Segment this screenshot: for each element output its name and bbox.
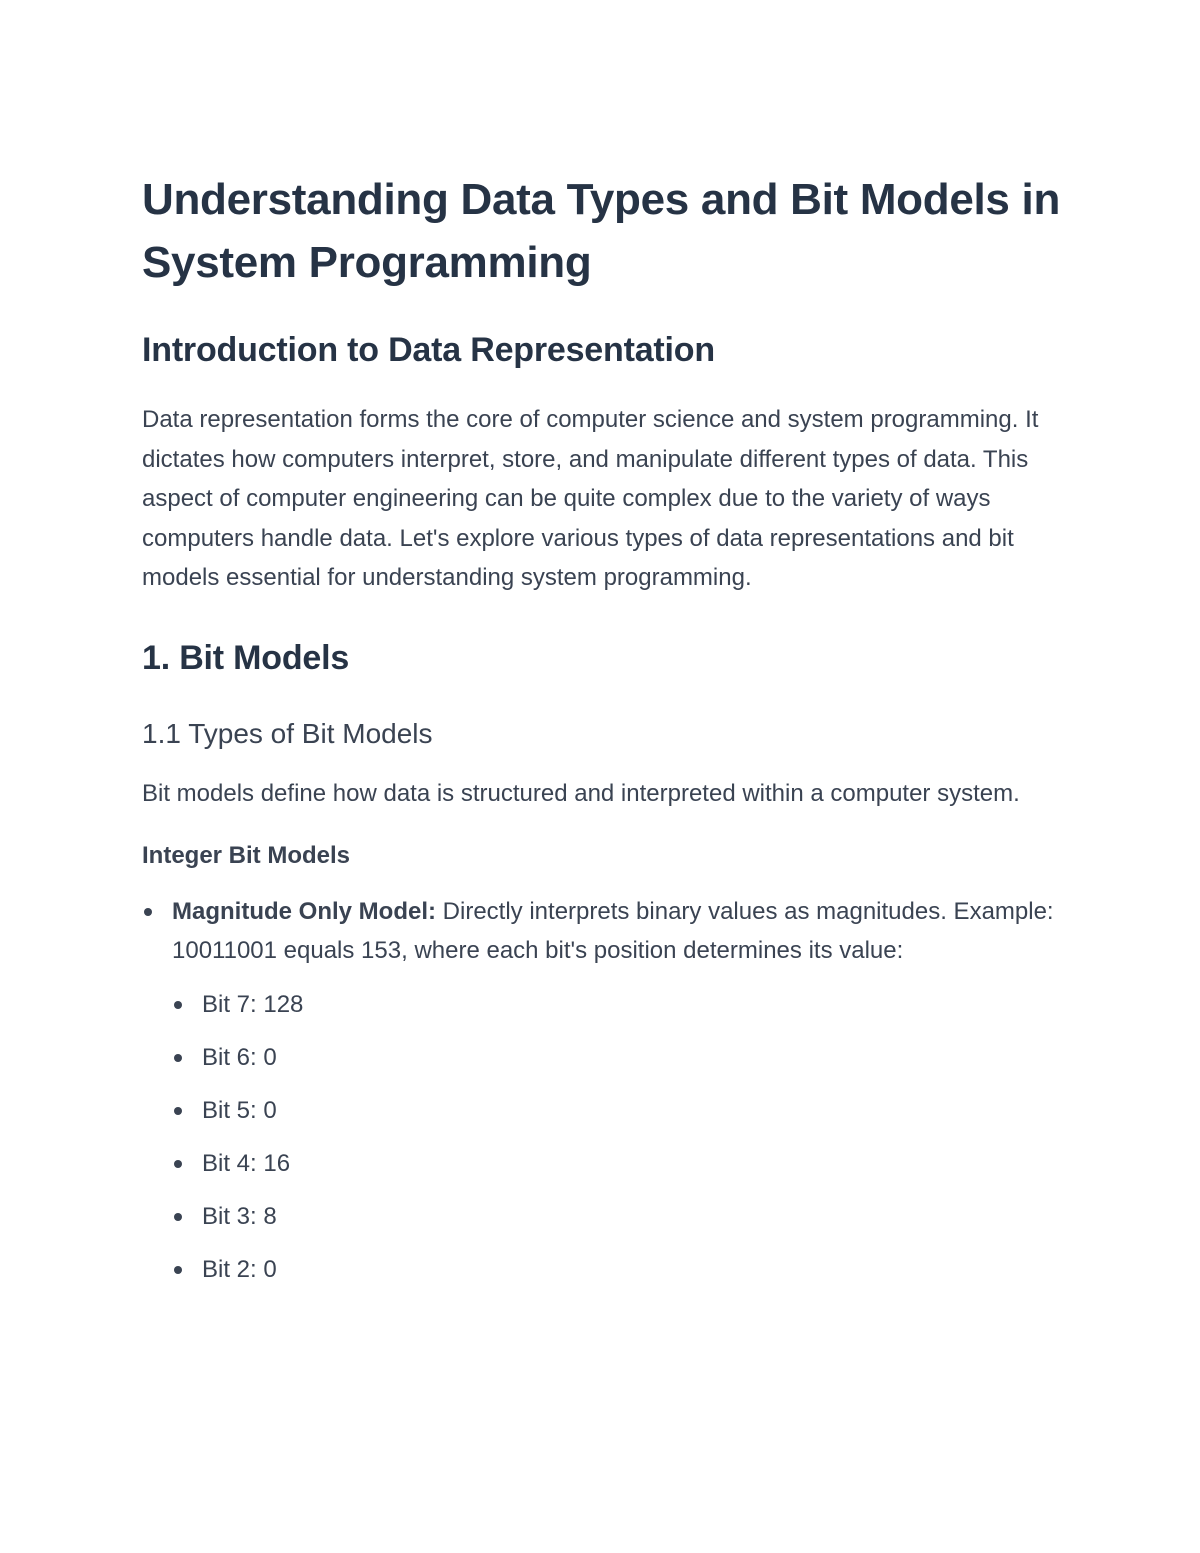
list-item <box>172 985 1072 1025</box>
intro-heading: Introduction to Data Representation <box>142 331 715 369</box>
subsection-paragraph: Bit models define how data is structured and interpreted within a computer system. <box>142 779 1020 807</box>
bit-value-text: Bit 6: 0 <box>202 1043 277 1071</box>
integer-bit-models-heading: Integer Bit Models <box>142 841 351 869</box>
list-item <box>172 1091 1072 1131</box>
bullet-icon <box>174 1054 182 1062</box>
list-item <box>172 1038 1072 1078</box>
list-item <box>142 892 1072 1290</box>
list-item <box>172 1250 1072 1290</box>
section-bit-models-heading: 1. Bit Models <box>142 638 350 677</box>
bit-value-text: Bit 2: 0 <box>202 1255 277 1283</box>
intro-paragraph: Data representation forms the core of computer science and system programming. It dictates how computers interpret, store, and manipulate different types of data. This aspect of computer engineering can be quite complex due to the variety of ways computers handle data. Let's explore various types of data representations and bit models essential for understanding system programming. <box>142 406 1039 592</box>
bit-value-text: Bit 4: 16 <box>202 1149 291 1177</box>
bit-value-text: Bit 5: 0 <box>202 1096 277 1124</box>
bullet-icon <box>174 1001 182 1009</box>
bit-model-list <box>142 892 1072 1290</box>
bit-value-text: Bit 7: 128 <box>202 990 304 1018</box>
bit-value-text: Bit 3: 8 <box>202 1202 277 1230</box>
bullet-icon <box>174 1213 182 1221</box>
document-title: Understanding Data Types and Bit Models in System Programming <box>142 175 1061 287</box>
subsection-types-heading: 1.1 Types of Bit Models <box>142 717 433 749</box>
list-item-term: Magnitude Only Model: <box>172 897 436 925</box>
bullet-icon <box>174 1266 182 1274</box>
document-page <box>142 168 1072 1303</box>
list-item <box>172 1197 1072 1237</box>
list-item-text: Directly interprets binary values as magnitudes. Example: 10011001 equals 153, where each bit's position determines its value: <box>172 897 1054 965</box>
bit-value-list <box>172 985 1072 1290</box>
bullet-icon <box>144 908 152 916</box>
bullet-icon <box>174 1107 182 1115</box>
bullet-icon <box>174 1160 182 1168</box>
list-item <box>172 1144 1072 1184</box>
